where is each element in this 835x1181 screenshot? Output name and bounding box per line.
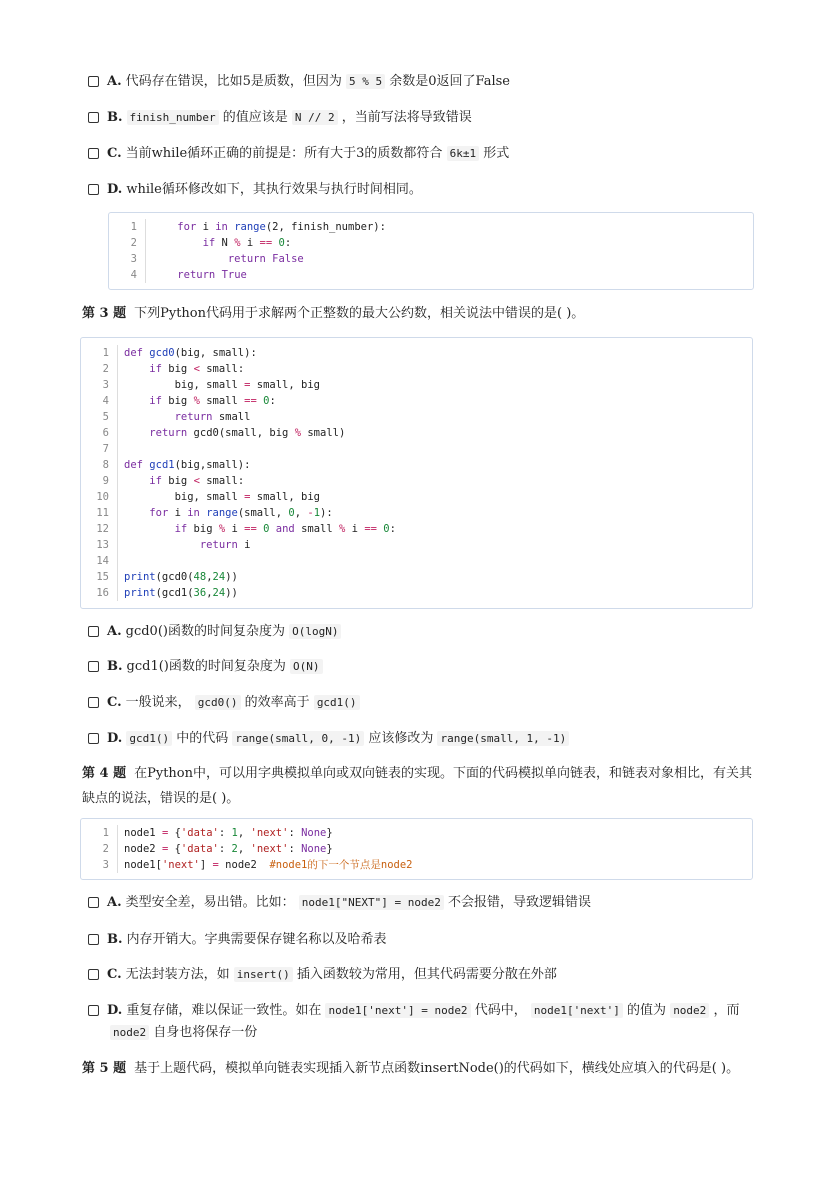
code-token: 'next' xyxy=(161,859,200,871)
inline-code: node1['next'] xyxy=(531,1003,623,1018)
line-number: 4 xyxy=(109,267,146,283)
option-label: A. xyxy=(107,895,122,910)
code-token: 'next' xyxy=(250,843,289,855)
code-token: gcd0(small, big xyxy=(187,427,295,439)
code-token: if xyxy=(202,237,216,249)
line-number: 16 xyxy=(81,585,118,601)
line-number: 3 xyxy=(109,251,146,267)
code-line xyxy=(81,409,752,425)
inline-code: gcd0() xyxy=(195,695,241,710)
code-token: return xyxy=(177,269,216,281)
code-token: { xyxy=(168,827,181,839)
code-token: i xyxy=(237,539,251,551)
checkbox[interactable] xyxy=(88,661,99,672)
question-text: 下列Python代码用于求解两个正整数的最大公约数，相关说法中错误的是( )。 xyxy=(134,306,585,321)
text-run: 代码中， xyxy=(470,1003,531,1018)
line-number: 4 xyxy=(81,393,118,409)
inline-code: N // 2 xyxy=(292,110,338,125)
code-token xyxy=(152,221,177,233)
code-token: small xyxy=(294,523,340,535)
text-run: ，而 xyxy=(709,1003,740,1018)
code-token: 0 xyxy=(383,523,390,535)
code-text xyxy=(118,441,124,457)
checkbox[interactable] xyxy=(88,112,99,123)
code-line xyxy=(81,457,752,473)
code-line xyxy=(81,361,752,377)
code-token: small, big xyxy=(250,379,320,391)
code-token xyxy=(152,269,177,281)
line-number: 3 xyxy=(81,377,118,393)
text-run: 内存开销大。字典需要保存键名称以及哈希表 xyxy=(126,932,387,947)
inline-code: 6k±1 xyxy=(447,146,480,161)
code-token: node1[ xyxy=(124,859,162,871)
checkbox[interactable] xyxy=(88,733,99,744)
code-token: if xyxy=(149,363,162,375)
code-line xyxy=(81,441,752,457)
code-token xyxy=(124,523,175,535)
code-token: gcd0 xyxy=(149,347,175,359)
code-token: return xyxy=(174,411,213,423)
code-token: False xyxy=(272,253,304,265)
checkbox[interactable] xyxy=(88,76,99,87)
text-run: 当前while循环正确的前提是：所有大于3的质数都符合 xyxy=(125,146,447,161)
code-token: : xyxy=(288,843,302,855)
code-line xyxy=(81,345,752,361)
code-line xyxy=(81,857,752,873)
code-token: print xyxy=(124,587,156,599)
code-token: small, big xyxy=(250,491,320,503)
code-text xyxy=(118,553,124,569)
inline-code: O(logN) xyxy=(289,624,341,639)
code-token: #node1的下一个节点是node2 xyxy=(269,859,413,871)
code-token: : xyxy=(288,827,302,839)
q4-option-a[interactable] xyxy=(88,893,591,913)
code-token: and xyxy=(275,523,295,535)
code-token: node2 xyxy=(124,843,162,855)
option-text xyxy=(126,729,569,749)
code-token: True xyxy=(221,269,247,281)
checkbox[interactable] xyxy=(88,148,99,159)
code-text xyxy=(118,345,257,361)
inline-code: gcd1() xyxy=(126,731,172,746)
code-token: def xyxy=(124,459,143,471)
text-run: 不会报错，导致逻辑错误 xyxy=(443,895,591,910)
code-line xyxy=(109,251,753,267)
code-token: 0 xyxy=(263,395,270,407)
code-text xyxy=(118,409,250,425)
code-token: 'data' xyxy=(180,827,219,839)
code-text xyxy=(146,235,291,251)
q3-option-b[interactable] xyxy=(88,657,323,677)
code-token: None xyxy=(301,827,327,839)
inline-code: O(N) xyxy=(290,659,323,674)
code-token: == xyxy=(244,395,257,407)
code-token: 48 xyxy=(193,571,207,583)
text-run: gcd1()函数的时间复杂度为 xyxy=(126,659,290,674)
code-token: { xyxy=(168,843,181,855)
inline-code: finish_number xyxy=(127,110,219,125)
q2-option-c[interactable] xyxy=(88,144,509,164)
code-token: = xyxy=(212,859,219,871)
code-text xyxy=(146,267,247,283)
line-number: 10 xyxy=(81,489,118,505)
code-line xyxy=(109,219,753,235)
option-text xyxy=(127,108,472,128)
line-number: 11 xyxy=(81,505,118,521)
code-token: (2, finish_number): xyxy=(265,221,386,233)
code-token: : xyxy=(269,395,276,407)
code-text xyxy=(118,505,333,521)
code-token: )) xyxy=(225,571,238,583)
option-label: C. xyxy=(107,695,122,710)
inline-code: range(small, 1, -1) xyxy=(437,731,569,746)
code-token: = xyxy=(161,843,169,855)
q2-option-a[interactable] xyxy=(88,72,510,92)
code-token xyxy=(124,411,175,423)
code-token: (small, xyxy=(237,507,289,519)
code-token: 2 xyxy=(231,843,238,855)
q4-option-c[interactable] xyxy=(88,965,557,985)
code-token: None xyxy=(301,843,327,855)
option-text xyxy=(126,144,510,164)
code-token: return xyxy=(149,427,188,439)
code-text xyxy=(118,585,238,601)
code-line xyxy=(81,537,752,553)
code-token: )) xyxy=(225,587,238,599)
line-number: 5 xyxy=(81,409,118,425)
code-token: 0 xyxy=(288,507,295,519)
code-text xyxy=(118,377,320,393)
option-label: B. xyxy=(107,110,123,125)
code-text xyxy=(118,393,276,409)
code-token: if xyxy=(149,395,162,407)
code-text xyxy=(146,219,386,235)
code-token: for xyxy=(177,221,197,233)
line-number: 12 xyxy=(81,521,118,537)
line-number: 6 xyxy=(81,425,118,441)
option-label: A. xyxy=(107,74,122,89)
code-text xyxy=(118,361,244,377)
code-token: in xyxy=(215,221,228,233)
code-token: def xyxy=(124,347,143,359)
option-label: C. xyxy=(107,146,122,161)
text-run: 自身也将保存一份 xyxy=(149,1025,258,1040)
line-number: 2 xyxy=(81,361,118,377)
code-token: < xyxy=(193,475,200,487)
code-token xyxy=(124,539,200,551)
code-token: small) xyxy=(301,427,346,439)
code-token: == xyxy=(364,523,377,535)
inline-code: node2 xyxy=(670,1003,709,1018)
code-line xyxy=(81,489,752,505)
option-text xyxy=(126,893,591,913)
code-text xyxy=(118,825,333,841)
option-text xyxy=(126,1001,739,1021)
text-run: 的效率高于 xyxy=(240,695,314,710)
code-token: 36 xyxy=(193,587,207,599)
code-token: < xyxy=(193,363,200,375)
code-token xyxy=(124,395,149,407)
code-token: = xyxy=(161,827,169,839)
text-run: ，当前写法将导致错误 xyxy=(337,110,472,125)
code-token: return xyxy=(227,253,266,265)
code-token: } xyxy=(326,827,333,839)
code-token xyxy=(124,363,149,375)
code-token: % xyxy=(218,523,226,535)
checkbox[interactable] xyxy=(88,184,99,195)
q4-code-block xyxy=(80,818,753,880)
code-token: % xyxy=(193,395,200,407)
code-token: - xyxy=(307,507,314,519)
q5-title xyxy=(82,1059,739,1079)
code-token: == xyxy=(259,237,273,249)
text-run: 类型安全差，易出错。比如： xyxy=(125,895,299,910)
text-run: 无法封装方法，如 xyxy=(125,967,234,982)
code-line xyxy=(81,521,752,537)
code-token: , xyxy=(206,571,213,583)
code-token: range xyxy=(206,507,238,519)
line-number: 9 xyxy=(81,473,118,489)
code-token: 'next' xyxy=(250,827,289,839)
inline-code: 5 % 5 xyxy=(346,74,385,89)
code-token: 0 xyxy=(263,523,270,535)
line-number: 13 xyxy=(81,537,118,553)
q3-title xyxy=(82,304,584,324)
q4-option-d-line2 xyxy=(110,1023,257,1043)
code-token: if xyxy=(174,523,188,535)
line-number: 1 xyxy=(81,825,118,841)
checkbox[interactable] xyxy=(88,969,99,980)
code-token: big xyxy=(161,363,194,375)
q3-code-block xyxy=(80,337,753,609)
code-token: , xyxy=(294,507,308,519)
text-run: 一般说来， xyxy=(125,695,195,710)
code-text xyxy=(118,425,345,441)
text-run: 形式 xyxy=(479,146,510,161)
code-token: (big, small): xyxy=(174,347,257,359)
line-number: 2 xyxy=(81,841,118,857)
option-text xyxy=(127,657,323,677)
inline-code: node1["NEXT"] = node2 xyxy=(299,895,444,910)
code-token: 24 xyxy=(212,587,226,599)
code-token xyxy=(152,253,228,265)
code-token: big xyxy=(161,475,194,487)
code-token: = xyxy=(244,491,251,503)
code-token: ] xyxy=(199,859,213,871)
code-line xyxy=(109,235,753,251)
code-token: 1 xyxy=(231,827,238,839)
code-line xyxy=(81,425,752,441)
code-token: i xyxy=(240,237,260,249)
code-token: % xyxy=(234,237,241,249)
code-token: node2 xyxy=(218,859,270,871)
inline-code: node1['next'] = node2 xyxy=(325,1003,470,1018)
q2-option-b[interactable] xyxy=(88,108,472,128)
checkbox[interactable] xyxy=(88,897,99,908)
code-token: : xyxy=(218,843,232,855)
code-token: range xyxy=(234,221,266,233)
code-token: == xyxy=(244,523,257,535)
code-line xyxy=(109,267,753,283)
code-token: gcd1 xyxy=(149,459,175,471)
code-line xyxy=(81,841,752,857)
checkbox[interactable] xyxy=(88,1005,99,1016)
code-token: (gcd1( xyxy=(155,587,194,599)
option-text xyxy=(126,72,510,92)
code-token: for xyxy=(149,507,169,519)
text-run: 代码存在错误，比如5是质数，但因为 xyxy=(125,74,347,89)
code-token: 24 xyxy=(212,571,226,583)
checkbox[interactable] xyxy=(88,626,99,637)
question-text: 基于上题代码，模拟单向链表实现插入新节点函数insertNode()的代码如下，横线处应填入的代码是( )。 xyxy=(134,1061,740,1076)
option-label: D. xyxy=(107,731,123,746)
text-run: 插入函数较为常用，但其代码需要分散在外部 xyxy=(292,967,557,982)
code-line xyxy=(81,553,752,569)
q2-option-d[interactable] xyxy=(88,180,422,200)
inline-code: node2 xyxy=(110,1025,149,1040)
code-text xyxy=(146,251,304,267)
code-token: i xyxy=(225,523,245,535)
code-token: big, small xyxy=(124,379,245,391)
code-token: small: xyxy=(199,363,245,375)
code-line xyxy=(81,377,752,393)
code-token: } xyxy=(326,843,333,855)
code-text xyxy=(118,457,250,473)
option-label: B. xyxy=(107,932,123,947)
option-text xyxy=(126,693,360,713)
code-token: big, small xyxy=(124,491,245,503)
code-token: , xyxy=(237,827,251,839)
code-token: (big,small): xyxy=(174,459,251,471)
option-label: A. xyxy=(107,624,122,639)
code-token: = xyxy=(244,379,251,391)
code-token: print xyxy=(124,571,156,583)
option-label: C. xyxy=(107,967,122,982)
option-text xyxy=(126,965,557,985)
code-token: i xyxy=(345,523,365,535)
question-number: 第 3 题 xyxy=(82,306,127,321)
q3-option-d[interactable] xyxy=(88,729,569,749)
code-token: if xyxy=(149,475,162,487)
checkbox[interactable] xyxy=(88,697,99,708)
code-token: : xyxy=(389,523,396,535)
code-text xyxy=(118,857,412,873)
option-text xyxy=(126,622,342,642)
code-token: return xyxy=(199,539,238,551)
q4-option-b[interactable] xyxy=(88,930,387,950)
code-token: % xyxy=(339,523,346,535)
line-number: 1 xyxy=(81,345,118,361)
option-text-continued xyxy=(110,1023,257,1043)
code-token: 'data' xyxy=(180,843,219,855)
code-token: , xyxy=(237,843,251,855)
option-text xyxy=(126,180,422,200)
code-token: small xyxy=(212,411,251,423)
option-label: D. xyxy=(107,182,123,197)
line-number: 7 xyxy=(81,441,118,457)
code-token xyxy=(124,507,149,519)
q2-code-block xyxy=(108,212,754,290)
q4-option-d[interactable] xyxy=(88,1001,739,1021)
q3-option-c[interactable] xyxy=(88,693,360,713)
text-run: 的值应该是 xyxy=(218,110,292,125)
line-number: 3 xyxy=(81,857,118,873)
code-text xyxy=(118,521,396,537)
option-label: B. xyxy=(107,659,123,674)
code-token: small xyxy=(199,395,245,407)
code-token: 1 xyxy=(313,507,321,519)
option-label: D. xyxy=(107,1003,123,1018)
code-token: big xyxy=(187,523,219,535)
code-text xyxy=(118,489,320,505)
text-run: 应该修改为 xyxy=(364,731,438,746)
code-line xyxy=(81,505,752,521)
inline-code: gcd1() xyxy=(314,695,360,710)
code-line xyxy=(81,393,752,409)
code-token: i xyxy=(168,507,188,519)
code-line xyxy=(81,569,752,585)
code-token: N xyxy=(215,237,235,249)
question-number: 第 5 题 xyxy=(82,1061,127,1076)
code-line xyxy=(81,585,752,601)
checkbox[interactable] xyxy=(88,934,99,945)
code-token: % xyxy=(294,427,302,439)
code-line xyxy=(81,473,752,489)
code-line xyxy=(81,825,752,841)
q4-title xyxy=(82,764,762,809)
code-token xyxy=(124,475,149,487)
text-run: 重复存储，难以保证一致性。如在 xyxy=(126,1003,326,1018)
question-number: 第 4 题 xyxy=(82,766,127,781)
line-number: 2 xyxy=(109,235,146,251)
q3-option-a[interactable] xyxy=(88,622,341,642)
text-run: gcd0()函数的时间复杂度为 xyxy=(125,624,290,639)
option-text xyxy=(127,930,387,950)
code-token: , xyxy=(206,587,213,599)
code-text xyxy=(118,537,250,553)
code-text xyxy=(118,841,333,857)
code-token: small: xyxy=(199,475,245,487)
code-token: big xyxy=(161,395,194,407)
line-number: 8 xyxy=(81,457,118,473)
question-text-line2: 缺点的说法，错误的是( )。 xyxy=(82,791,240,806)
text-run: while循环修改如下，其执行效果与执行时间相同。 xyxy=(126,182,422,197)
code-token: i xyxy=(196,221,216,233)
text-run: 中的代码 xyxy=(172,731,233,746)
code-token: 0 xyxy=(278,237,285,249)
code-token xyxy=(152,237,203,249)
inline-code: range(small, 0, -1) xyxy=(232,731,364,746)
text-run: 的值为 xyxy=(622,1003,671,1018)
code-token: (gcd0( xyxy=(155,571,194,583)
code-token: node1 xyxy=(124,827,162,839)
question-text: 在Python中，可以用字典模拟单向或双向链表的实现。下面的代码模拟单向链表，和链表对象相比，有关其 xyxy=(134,766,752,781)
code-token: : xyxy=(218,827,232,839)
text-run: 余数是0返回了False xyxy=(385,74,510,89)
code-text xyxy=(118,473,244,489)
code-token xyxy=(124,427,149,439)
line-number: 1 xyxy=(109,219,146,235)
line-number: 14 xyxy=(81,553,118,569)
line-number: 15 xyxy=(81,569,118,585)
code-token: ): xyxy=(320,507,333,519)
code-token: : xyxy=(284,237,292,249)
inline-code: insert() xyxy=(234,967,293,982)
code-text xyxy=(118,569,238,585)
code-token: in xyxy=(187,507,200,519)
